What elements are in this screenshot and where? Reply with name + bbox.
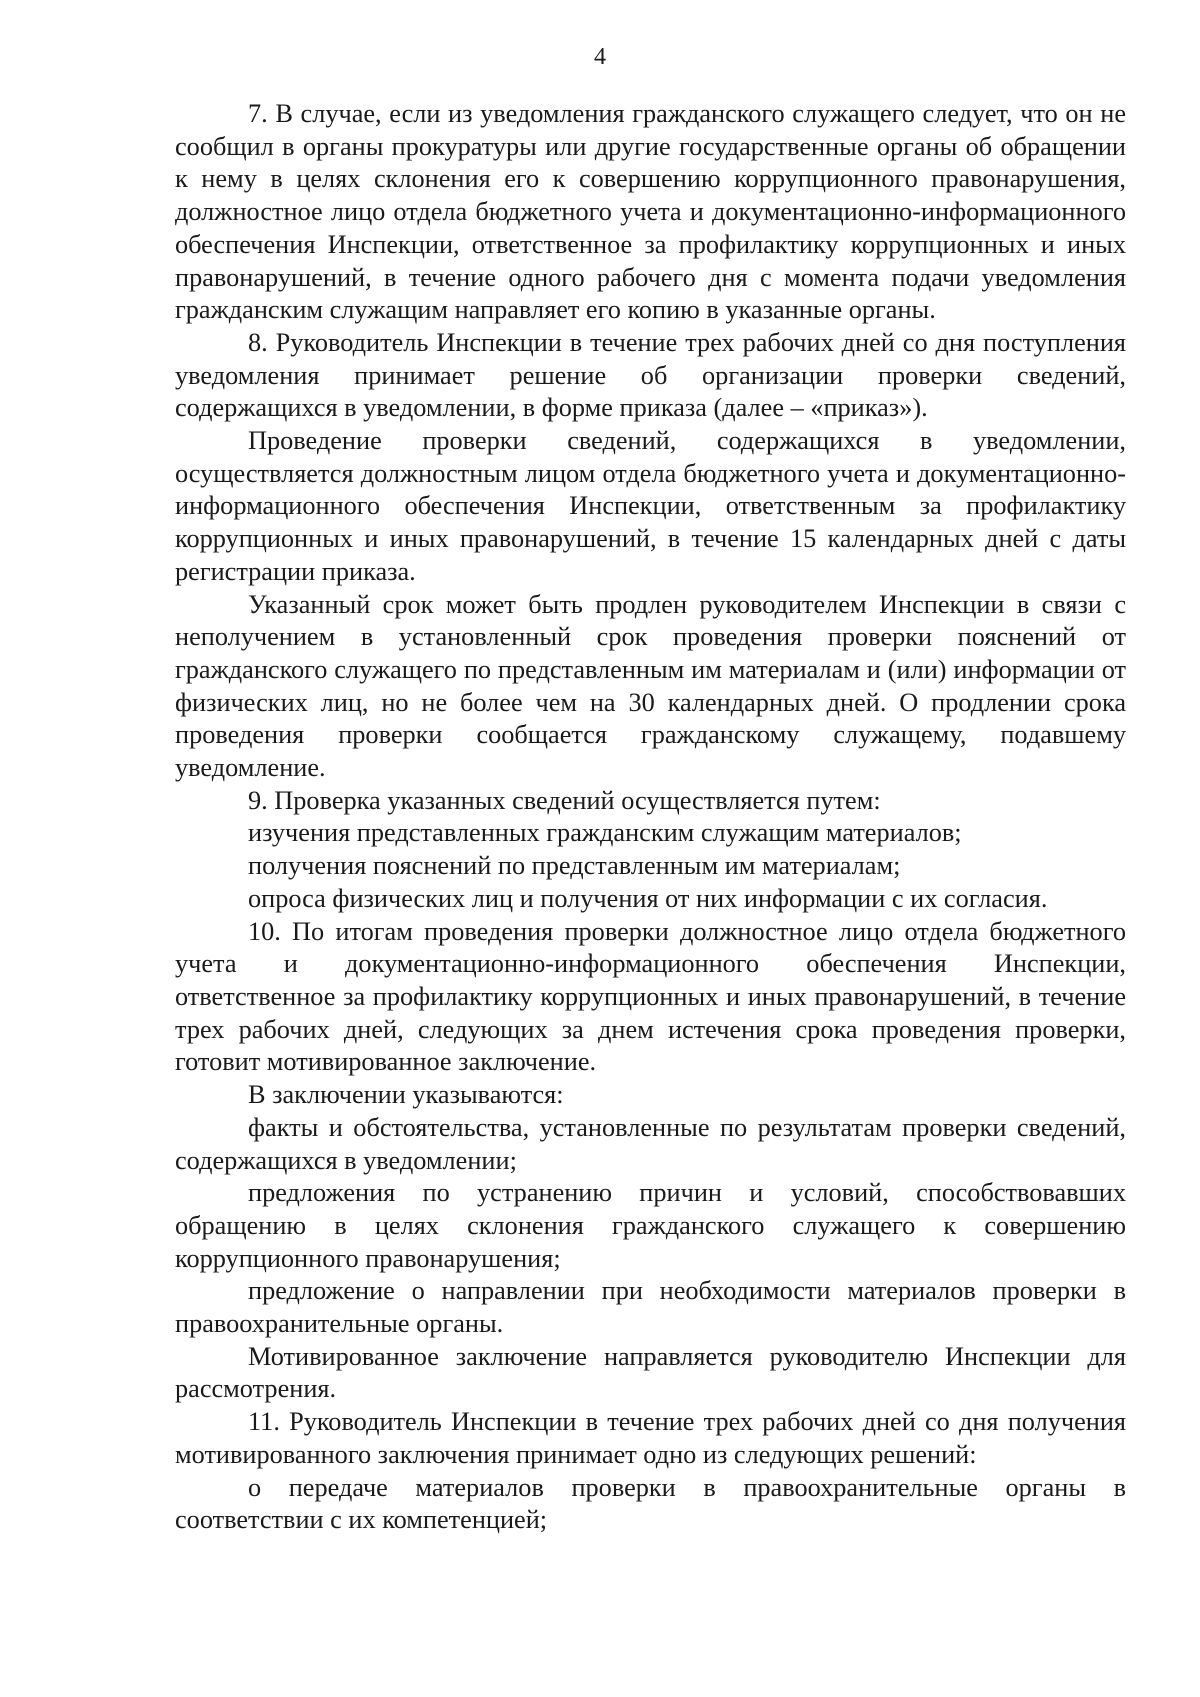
paragraph-10: 10. По итогам проведения проверки должностное лицо отдела бюджетного учета и документационно-информационного обеспечения Инспекции, ответственное за профилактику коррупционных и иных правонарушений, в течение трех рабочих дней, следующих за днем истечения срока проведения проверки, готовит мотивированное заключение. bbox=[175, 916, 1126, 1077]
paragraph-9: 9. Проверка указанных сведений осуществляется путем: bbox=[248, 785, 881, 815]
paragraph-8: 8. Руководитель Инспекции в течение трех рабочих дней со дня поступления уведомления принимает решение об организации проверки сведений, содержащихся в уведомлении, в форме приказа (далее – «приказ»). bbox=[175, 327, 1126, 423]
list-item-proposals-causes: предложения по устранению причин и условий, способствовавших обращению в целях склонения гражданского служащего к совершению коррупционного правонарушения; bbox=[175, 1178, 1126, 1273]
list-item-obtain-explanations: получения пояснений по представленным им материалам; bbox=[248, 851, 901, 881]
list-item-proposal-referral: предложение о направлении при необходимости материалов проверки в правоохранительные органы. bbox=[175, 1276, 1126, 1339]
list-item-facts: факты и обстоятельства, установленные по результатам проверки сведений, содержащихся в уведомлении; bbox=[175, 1112, 1126, 1175]
paragraph-deadline-extension: Указанный срок может быть продлен руководителем Инспекции в связи с неполучением в установленный срок проведения проверки пояснений от гражданского служащего по представленным им материалам и (или) информации от физических лиц, но не более чем на 30 календарных дней. О продлении срока проведения проверки сообщается гражданскому служащему, подавшему уведомление. bbox=[175, 589, 1126, 783]
list-item-transfer-materials: о передаче материалов проверки в правоохранительные органы в соответствии с их компетенцией; bbox=[175, 1472, 1126, 1535]
list-item-survey-individuals: опроса физических лиц и получения от них информации с их согласия. bbox=[248, 883, 1048, 913]
paragraph-11: 11. Руководитель Инспекции в течение трех рабочих дней со дня получения мотивированного заключения принимает одно из следующих решений: bbox=[175, 1407, 1126, 1469]
paragraph-7: 7. В случае, если из уведомления гражданского служащего следует, что он не сообщил в органы прокуратуры или другие государственные органы об обращении к нему в целях склонения его к совершению коррупционного правонарушения, должностное лицо отдела бюджетного учета и документационно-информационного обеспечения Инспекции, ответственное за профилактику коррупционных и иных правонарушений, в течение одного рабочего дня с момента подачи уведомления гражданским служащим направляет его копию в указанные органы. bbox=[175, 99, 1126, 325]
paragraph-verification-procedure: Проведение проверки сведений, содержащихся в уведомлении, осуществляется должностным лицом отдела бюджетного учета и документационно-информационного обеспечения Инспекции, ответственным за профилактику коррупционных и иных правонарушений, в течение 15 календарных дней с даты регистрации приказа. bbox=[175, 426, 1126, 586]
document-body bbox=[175, 98, 1126, 1537]
paragraph-conclusion-contents: В заключении указываются: bbox=[248, 1080, 564, 1110]
paragraph-conclusion-sent: Мотивированное заключение направляется руководителю Инспекции для рассмотрения. bbox=[175, 1341, 1126, 1404]
page-number: 4 bbox=[594, 44, 606, 70]
list-item-study-materials: изучения представленных гражданским служащим материалов; bbox=[248, 818, 962, 848]
